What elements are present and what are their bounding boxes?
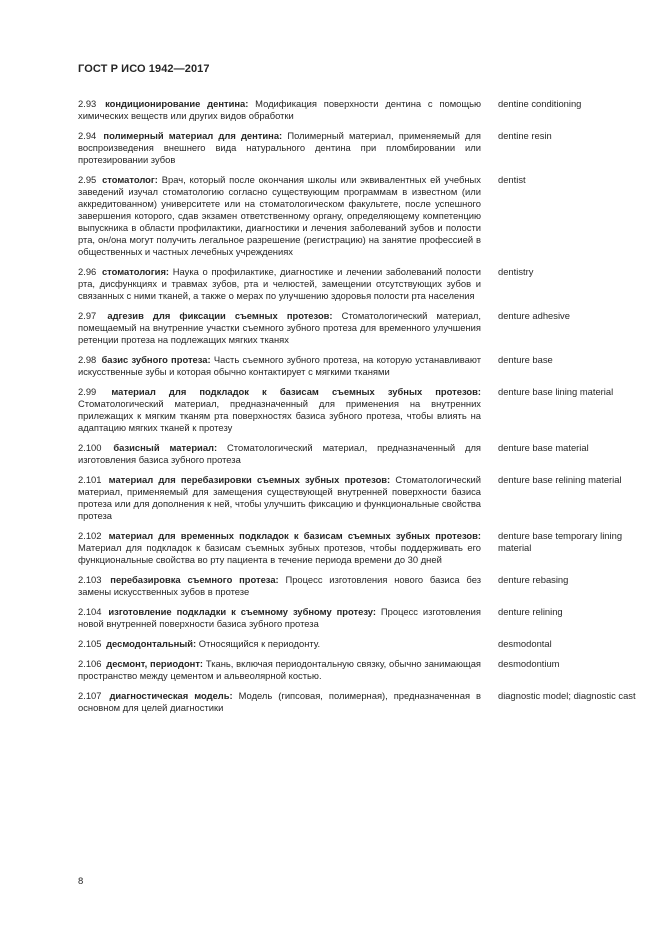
term-number: 2.107	[78, 690, 102, 701]
term-entry	[78, 98, 638, 122]
term-name: материал для перебазировки съемных зубных протезов:	[108, 474, 391, 485]
document-header: ГОСТ Р ИСО 1942—2017	[78, 63, 210, 75]
term-name: десмонт, периодонт:	[106, 658, 204, 669]
term-definition: Стоматологический материал, помещаемый на внутренние участки съемного зубного протеза для временного улучшения ретенции протеза на подлежащих мягких тканях	[78, 310, 481, 345]
term-number: 2.104	[78, 606, 102, 617]
term-name: материал для временных подкладок к базисам съемных зубных протезов:	[108, 530, 481, 541]
english-equivalent: desmodontal	[498, 638, 552, 649]
term-definition-block	[78, 658, 481, 682]
term-definition-block	[78, 530, 481, 566]
term-name: полимерный материал для дентина:	[103, 130, 283, 141]
term-entry	[78, 442, 638, 466]
term-number: 2.100	[78, 442, 102, 453]
term-definition: Врач, который после окончания школы или эквивалентных ей учебных заведений изучал стоматологию согласно существующим программам в известном (или аккредитованном) университете или на стоматологическом факультете, после успешного завершения которого, сдав экзамен ответственному органу, определяющему компетенцию выпускника в области профилактики, диагностики и лечения заболеваний зубов и полости рта, он/она могут получить легальное разрешение (регистрацию) на занятие профессией в общественных и частных лечебных учреждениях	[78, 174, 481, 257]
term-name: адгезив для фиксации съемных протезов:	[107, 310, 333, 321]
term-number: 2.102	[78, 530, 102, 541]
term-definition-block	[78, 174, 481, 258]
term-entry	[78, 638, 638, 650]
term-definition: Процесс изготовления новой внутренней поверхности базиса зубного протеза	[78, 606, 481, 629]
term-entry	[78, 130, 638, 166]
term-definition-block	[78, 606, 481, 630]
term-definition: Часть съемного зубного протеза, на которую устанавливают искусственные зубы и которая обычно контактирует с мягкими тканями	[78, 354, 482, 377]
term-name: материал для подкладок к базисам съемных зубных протезов:	[111, 386, 481, 397]
term-entry	[78, 174, 638, 258]
term-definition: Модификация поверхности дентина с помощью химических веществ или других видов обработки	[78, 98, 481, 121]
term-number: 2.105	[78, 638, 102, 649]
term-definition: Материал для подкладок к базисам съемных зубных протезов, чтобы поддерживать его функциональные свойства во рту пациента в течение периода времени до 30 дней	[78, 542, 481, 565]
term-entry	[78, 530, 638, 566]
term-name: перебазировка съемного протеза:	[110, 574, 279, 585]
term-entry	[78, 386, 638, 434]
term-entry	[78, 266, 638, 302]
term-definition-block	[78, 638, 481, 650]
page-number: 8	[78, 876, 84, 887]
term-definition-block	[78, 386, 481, 434]
term-definition: Модель (гипсовая, полимерная), предназначенная в основном для целей диагностики	[78, 690, 481, 713]
english-equivalent: dentistry	[498, 266, 534, 277]
term-entry	[78, 606, 638, 630]
term-definition-block	[78, 310, 481, 346]
term-definition-block	[78, 130, 481, 166]
english-equivalent: denture base material	[498, 442, 589, 453]
english-equivalent: denture base temporary lining material	[498, 530, 623, 553]
term-definition: Наука о профилактике, диагностике и лечении заболеваний полости рта, дисфункциях и травмах зубов, рта и челюстей, замещении отсутствующих зубов и связанных с ними тканей, а также о мерах по улучшению здоровья полости рта населения	[78, 266, 481, 301]
english-equivalent: diagnostic model; diagnostic cast	[498, 690, 636, 701]
term-entry	[78, 310, 638, 346]
term-entry	[78, 354, 638, 378]
term-definition: Стоматологический материал, предназначенный для применения на внутренних прилежащих к мягким тканям рта поверхностях базиса зубного протеза, чтобы влиять на адаптацию мягких тканей к протезу	[78, 398, 481, 433]
term-number: 2.93	[78, 98, 97, 109]
term-definition-block	[78, 474, 481, 522]
term-list	[78, 98, 638, 722]
term-definition-block	[78, 354, 481, 378]
term-name: стоматология:	[101, 266, 170, 277]
english-equivalent: denture rebasing	[498, 574, 569, 585]
english-equivalent: denture base relining material	[498, 474, 622, 485]
term-name: кондиционирование дентина:	[105, 98, 249, 109]
term-name: базисный материал:	[113, 442, 218, 453]
english-equivalent: desmodontium	[498, 658, 560, 669]
term-definition: Относящийся к периодонту.	[198, 638, 321, 649]
english-equivalent: dentine conditioning	[498, 98, 582, 109]
term-definition: Стоматологический материал, предназначенный для изготовления базиса зубного протеза	[78, 442, 481, 465]
term-number: 2.101	[78, 474, 102, 485]
term-entry	[78, 690, 638, 714]
term-entry	[78, 474, 638, 522]
term-name: изготовление подкладки к съемному зубному протезу:	[108, 606, 376, 617]
term-definition: Стоматологический материал, применяемый для замещения существующей внутренней поверхности базиса протеза или для дополнения к ней, чтобы улучшить фиксацию и функциональные свойства протеза	[78, 474, 482, 521]
term-entry	[78, 574, 638, 598]
english-equivalent: denture adhesive	[498, 310, 570, 321]
term-number: 2.96	[78, 266, 97, 277]
term-definition-block	[78, 442, 481, 466]
term-definition-block	[78, 98, 481, 122]
english-equivalent: denture base	[498, 354, 553, 365]
term-definition-block	[78, 574, 481, 598]
term-definition-block	[78, 690, 481, 714]
term-definition-block	[78, 266, 481, 302]
term-definition: Полимерный материал, применяемый для воспроизведения внешнего вида натурального дентина при пломбировании или протезировании зубов	[78, 130, 481, 165]
term-number: 2.98	[78, 354, 97, 365]
term-name: базис зубного протеза:	[101, 354, 211, 365]
term-number: 2.94	[78, 130, 97, 141]
term-name: десмодонтальный:	[106, 638, 197, 649]
term-name: стоматолог:	[102, 174, 158, 185]
term-name: диагностическая модель:	[109, 690, 233, 701]
english-equivalent: dentist	[498, 174, 526, 185]
term-number: 2.106	[78, 658, 102, 669]
term-definition: Ткань, включая периодонтальную связку, обычно занимающая пространство между цементом и альвеолярной костью.	[78, 658, 482, 681]
term-definition: Процесс изготовления нового базиса без замены искусственных зубов в протезе	[78, 574, 482, 597]
term-number: 2.97	[78, 310, 97, 321]
term-entry	[78, 658, 638, 682]
english-equivalent: denture relining	[498, 606, 563, 617]
english-equivalent: denture base lining material	[498, 386, 614, 397]
term-number: 2.99	[78, 386, 97, 397]
term-number: 2.95	[78, 174, 97, 185]
term-number: 2.103	[78, 574, 102, 585]
english-equivalent: dentine resin	[498, 130, 552, 141]
